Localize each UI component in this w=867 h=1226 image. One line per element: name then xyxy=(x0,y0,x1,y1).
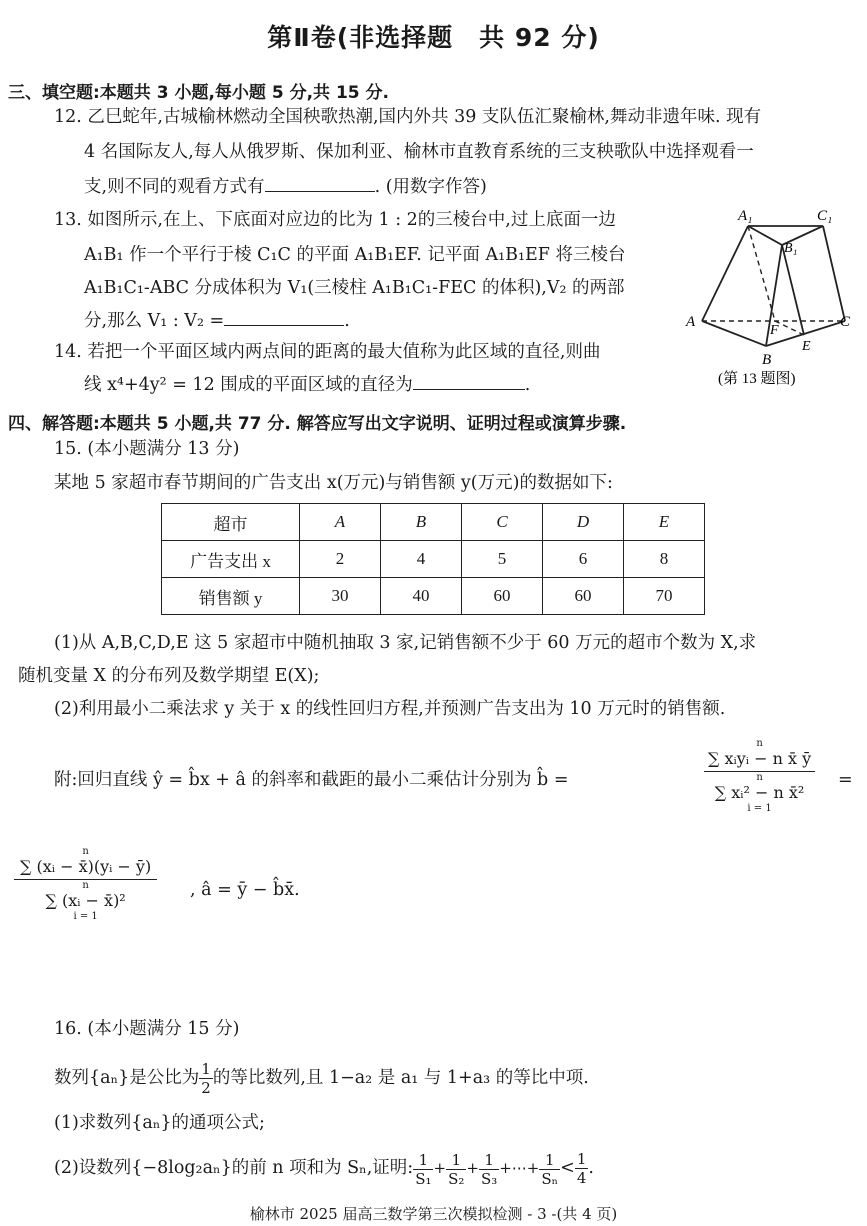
section4-heading: 四、解答题:本题共 5 小题,共 77 分. 解答应写出文字说明、证明过程或演算步骤. xyxy=(8,414,627,434)
edge-fe-hidden xyxy=(775,321,804,335)
reciprocal-term xyxy=(539,1151,560,1188)
reciprocal-term xyxy=(413,1151,433,1188)
sum-top: n xyxy=(82,880,89,891)
reciprocal-term xyxy=(479,1151,499,1188)
q13-line4 xyxy=(84,304,350,338)
q15-intro: 某地 5 家超市春节期间的广告支出 x(万元)与销售额 y(万元)的数据如下: xyxy=(54,473,613,493)
q13-line4-text: 分,那么 V₁ : V₂ = xyxy=(84,311,225,331)
formula-b-numerator: ∑ xᵢyᵢ − n x̄ ȳ xyxy=(704,749,815,772)
q16-part2-text: (2)设数列{−8log₂aₙ}的前 n 项和为 Sₙ,证明: xyxy=(54,1158,414,1178)
q13-line3: A₁B₁C₁-ABC 分成体积为 V₁(三棱柱 A₁B₁C₁-FEC 的体积),V₂ 的两部 xyxy=(84,278,625,298)
page-title: 第Ⅱ卷(非选择题 共 92 分) xyxy=(267,23,600,52)
table-cell: 40 xyxy=(381,578,462,615)
q14-line2-tail: . xyxy=(524,375,531,395)
table-cell: 60 xyxy=(543,578,624,615)
table-cell: 8 xyxy=(624,541,705,578)
period: . xyxy=(588,1158,594,1178)
q12-line3-tail: . (用数字作答) xyxy=(374,177,487,197)
reciprocal-term-numerator: 1 xyxy=(413,1151,433,1170)
q14-line2 xyxy=(84,368,530,402)
sum-bottom: i = 1 xyxy=(747,803,772,814)
table-cell: 30 xyxy=(300,578,381,615)
table-cell: 超市 xyxy=(162,504,300,541)
q14-answer-blank[interactable] xyxy=(413,369,525,390)
reciprocal-sum xyxy=(413,1150,560,1188)
q15-data-table xyxy=(161,503,705,615)
table-cell: 2 xyxy=(300,541,381,578)
formula-b-denominator: ∑ xᵢ² − n x̄² xyxy=(714,783,805,802)
q16-part1: (1)求数列{aₙ}的通项公式; xyxy=(54,1113,265,1133)
q16-line1 xyxy=(54,1060,589,1097)
table-cell: 6 xyxy=(543,541,624,578)
q13-line1: 13. 如图所示,在上、下底面对应边的比为 1 : 2的三棱台中,过上底面一边 xyxy=(54,210,616,230)
label-a1: A₁ xyxy=(738,208,753,224)
sum-top: n xyxy=(82,846,89,857)
table-cell: 广告支出 x xyxy=(162,541,300,578)
reciprocal-term-denominator: Sₙ xyxy=(541,1169,559,1188)
table-cell: C xyxy=(462,504,543,541)
label-c1: C₁ xyxy=(817,208,833,224)
q13-line4-tail: . xyxy=(344,311,350,331)
edge-a1b1 xyxy=(748,226,782,245)
bound-denominator: 4 xyxy=(576,1169,587,1187)
sum-top: n xyxy=(756,738,763,749)
table-cell: E xyxy=(624,504,705,541)
sum-bottom: i = 1 xyxy=(73,911,98,922)
table-row-sales xyxy=(162,578,705,615)
label-c: C xyxy=(840,314,851,330)
formula-a: , â = ȳ − b̂x̄. xyxy=(190,880,300,900)
q16-part2 xyxy=(54,1150,594,1188)
q15-part1-line1: (1)从 A,B,C,D,E 这 5 家超市中随机抽取 3 家,记销售额不少于 60 万元的超市个数为 X,求 xyxy=(54,633,757,653)
reciprocal-term-numerator: 1 xyxy=(539,1151,560,1170)
q13-line2: A₁B₁ 作一个平行于棱 C₁C 的平面 A₁B₁EF. 记平面 A₁B₁EF 将三棱台 xyxy=(84,245,626,265)
bound-numerator: 1 xyxy=(576,1150,587,1168)
reciprocal-term-denominator: S₁ xyxy=(415,1169,432,1188)
bound-fraction xyxy=(575,1150,589,1187)
label-e: E xyxy=(802,339,811,354)
table-cell: 70 xyxy=(624,578,705,615)
reciprocal-term-numerator: 1 xyxy=(479,1151,499,1170)
formula-equals: = xyxy=(838,770,853,790)
label-b: B xyxy=(762,352,772,368)
q13-answer-blank[interactable] xyxy=(224,305,344,326)
figure-13-caption: (第 13 题图) xyxy=(718,371,796,387)
formula-2-numerator: ∑ (xᵢ − x̄)(yᵢ − ȳ) xyxy=(14,857,157,880)
table-cell: 5 xyxy=(462,541,543,578)
q12-line1: 12. 乙巳蛇年,古城榆林燃动全国秧歌热潮,国内外共 39 支队伍汇聚榆林,舞动非遗年味. 现有 xyxy=(54,107,762,127)
reciprocal-term xyxy=(446,1151,466,1188)
label-f: F xyxy=(770,323,779,338)
table-cell: D xyxy=(543,504,624,541)
label-a: A xyxy=(686,314,696,330)
q15-part2: (2)利用最小二乘法求 y 关于 x 的线性回归方程,并预测广告支出为 10 万元时的销售额. xyxy=(54,699,726,719)
q15-header: 15. (本小题满分 13 分) xyxy=(54,439,240,459)
edge-c1c xyxy=(823,226,845,321)
formula-2-denominator: ∑ (xᵢ − x̄)² xyxy=(45,891,126,910)
table-cell: 60 xyxy=(462,578,543,615)
plus-sign: + xyxy=(433,1159,447,1177)
q14-line1: 14. 若把一个平面区域内两点间的距离的最大值称为此区域的直径,则曲 xyxy=(54,342,601,362)
plus-sign: +⋯+ xyxy=(499,1159,540,1177)
page-footer: 榆林市 2025 届高三数学第三次模拟检测 - 3 -(共 4 页) xyxy=(249,1205,618,1223)
edge-a1f-hidden xyxy=(748,226,775,321)
ratio-fraction xyxy=(199,1060,213,1097)
q16-line1-tail: 的等比数列,且 1−a₂ 是 a₁ 与 1+a₃ 的等比中项. xyxy=(212,1068,589,1088)
sum-top: n xyxy=(756,772,763,783)
edge-ab xyxy=(702,321,766,346)
formula-b-fraction xyxy=(704,738,815,814)
plus-sign: + xyxy=(466,1159,479,1177)
table-row-header xyxy=(162,504,705,541)
table-cell: 销售额 y xyxy=(162,578,300,615)
ratio-numerator: 1 xyxy=(201,1060,211,1078)
edge-a1a xyxy=(702,226,748,321)
q16-header: 16. (本小题满分 15 分) xyxy=(54,1019,240,1039)
figure-13-frustum xyxy=(680,200,860,395)
q12-line2: 4 名国际友人,每人从俄罗斯、保加利亚、榆林市直教育系统的三支秧歌队中选择观看一 xyxy=(84,142,754,162)
q15-part1-line2: 随机变量 X 的分布列及数学期望 E(X); xyxy=(18,666,320,686)
q12-line3-text: 支,则不同的观看方式有 xyxy=(84,177,265,197)
table-cell: A xyxy=(300,504,381,541)
formula-2-fraction xyxy=(14,846,157,922)
table-row-ad-spend xyxy=(162,541,705,578)
label-b1: B₁ xyxy=(784,241,798,256)
q12-line3 xyxy=(84,170,487,204)
reciprocal-term-denominator: S₃ xyxy=(480,1169,498,1188)
table-cell: B xyxy=(381,504,462,541)
less-than: < xyxy=(560,1158,575,1178)
section3-heading: 三、填空题:本题共 3 小题,每小题 5 分,共 15 分. xyxy=(8,83,389,103)
q12-answer-blank[interactable] xyxy=(265,171,375,192)
reciprocal-term-denominator: S₂ xyxy=(448,1169,465,1188)
q15-appendix-text: 附:回归直线 ŷ = b̂x + â 的斜率和截距的最小二乘估计分别为 b̂ = xyxy=(54,770,569,790)
q14-line2-text: 线 x⁴+4y² = 12 围成的平面区域的直径为 xyxy=(84,375,413,395)
reciprocal-term-numerator: 1 xyxy=(446,1151,466,1170)
ratio-denominator: 2 xyxy=(201,1079,211,1097)
table-cell: 4 xyxy=(381,541,462,578)
q16-line1-text: 数列{aₙ}是公比为 xyxy=(54,1068,200,1088)
